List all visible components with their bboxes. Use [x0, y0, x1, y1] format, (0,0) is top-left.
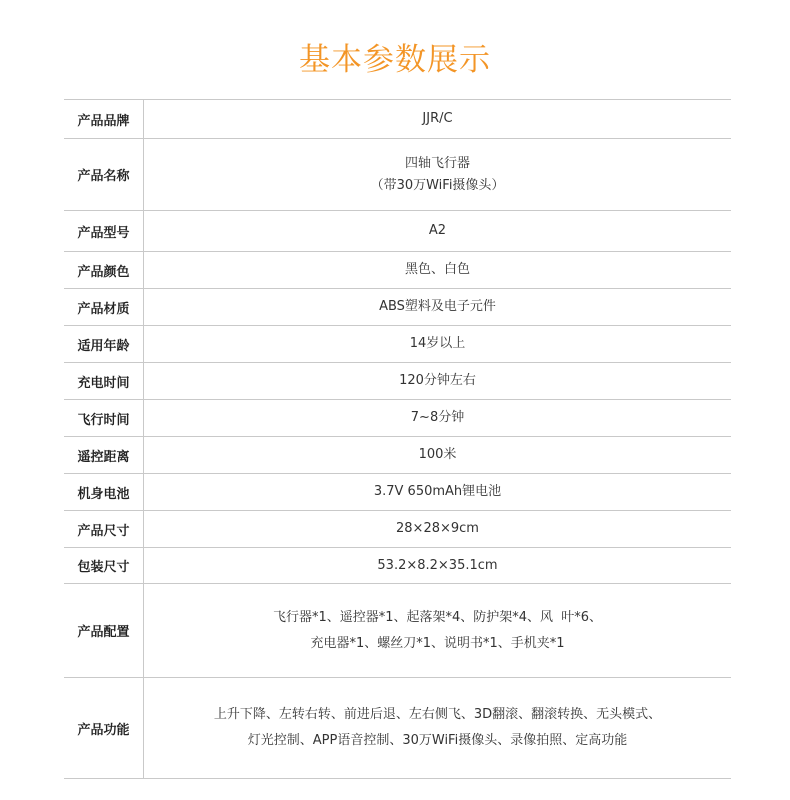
spec-label: 产品型号 [64, 211, 144, 251]
spec-value-line: A2 [428, 223, 447, 238]
spec-value-line: 3.7V 650mAh锂电池 [373, 484, 502, 499]
spec-row-brand [64, 100, 731, 139]
spec-row-age [64, 326, 731, 363]
spec-label: 产品品牌 [64, 100, 144, 138]
spec-value-line: JJR/C [422, 111, 453, 126]
spec-value-line: 53.2×8.2×35.1cm [377, 557, 498, 573]
spec-value-line: 14岁以上 [409, 336, 466, 351]
spec-row-charge-time [64, 363, 731, 400]
spec-row-range [64, 437, 731, 474]
spec-value-line: 黑色、白色 [404, 262, 470, 277]
page-title: 基本参数展示 [299, 42, 491, 78]
spec-value [144, 100, 731, 138]
spec-label: 充电时间 [64, 363, 144, 399]
spec-label: 飞行时间 [64, 400, 144, 436]
spec-value-line: 充电器*1、螺丝刀*1、说明书*1、手机夹*1 [310, 635, 565, 651]
spec-value-line: ABS塑料及电子元件 [379, 299, 496, 314]
spec-value [144, 548, 731, 583]
spec-value [144, 437, 731, 473]
spec-value [144, 678, 731, 778]
spec-value [144, 252, 731, 288]
spec-value [144, 363, 731, 399]
spec-value-line: 上升下降、左转右转、前进后退、左右侧飞、3D翻滚、翻滚转换、无头模式、 [213, 707, 662, 722]
spec-label: 产品颜色 [64, 252, 144, 288]
spec-label: 产品材质 [64, 289, 144, 325]
spec-value [144, 400, 731, 436]
spec-label: 遥控距离 [64, 437, 144, 473]
spec-row-battery [64, 474, 731, 511]
spec-label: 包装尺寸 [64, 548, 144, 583]
spec-value [144, 584, 731, 677]
spec-value-line: 28×28×9cm [396, 521, 479, 536]
spec-row-flight-time [64, 400, 731, 437]
spec-value-line: 120分钟左右 [399, 373, 476, 388]
spec-value [144, 511, 731, 547]
spec-value [144, 139, 731, 210]
spec-value-line: 四轴飞行器 [404, 155, 470, 171]
spec-row-functions [64, 678, 731, 779]
spec-value-line: 100米 [418, 447, 457, 462]
spec-row-name [64, 139, 731, 211]
spec-row-product-size [64, 511, 731, 548]
spec-label: 适用年龄 [64, 326, 144, 362]
spec-row-material [64, 289, 731, 326]
spec-value [144, 289, 731, 325]
spec-value-line: 飞行器*1、遥控器*1、起落架*4、防护架*4、风 叶*6、 [272, 609, 603, 625]
spec-value-line: （带30万WiFi摄像头） [370, 177, 505, 193]
spec-label: 产品功能 [64, 678, 144, 778]
spec-value [144, 474, 731, 510]
spec-label: 产品尺寸 [64, 511, 144, 547]
spec-row-color [64, 252, 731, 289]
spec-value [144, 211, 731, 251]
spec-label: 机身电池 [64, 474, 144, 510]
spec-label: 产品名称 [64, 139, 144, 210]
spec-row-package-size [64, 548, 731, 584]
spec-row-model [64, 211, 731, 252]
spec-table [64, 99, 731, 779]
spec-value [144, 326, 731, 362]
spec-value-line: 7~8分钟 [410, 410, 465, 425]
spec-label: 产品配置 [64, 584, 144, 677]
spec-row-configuration [64, 584, 731, 678]
spec-value-line: 灯光控制、APP语音控制、30万WiFi摄像头、录像拍照、定高功能 [247, 733, 628, 748]
